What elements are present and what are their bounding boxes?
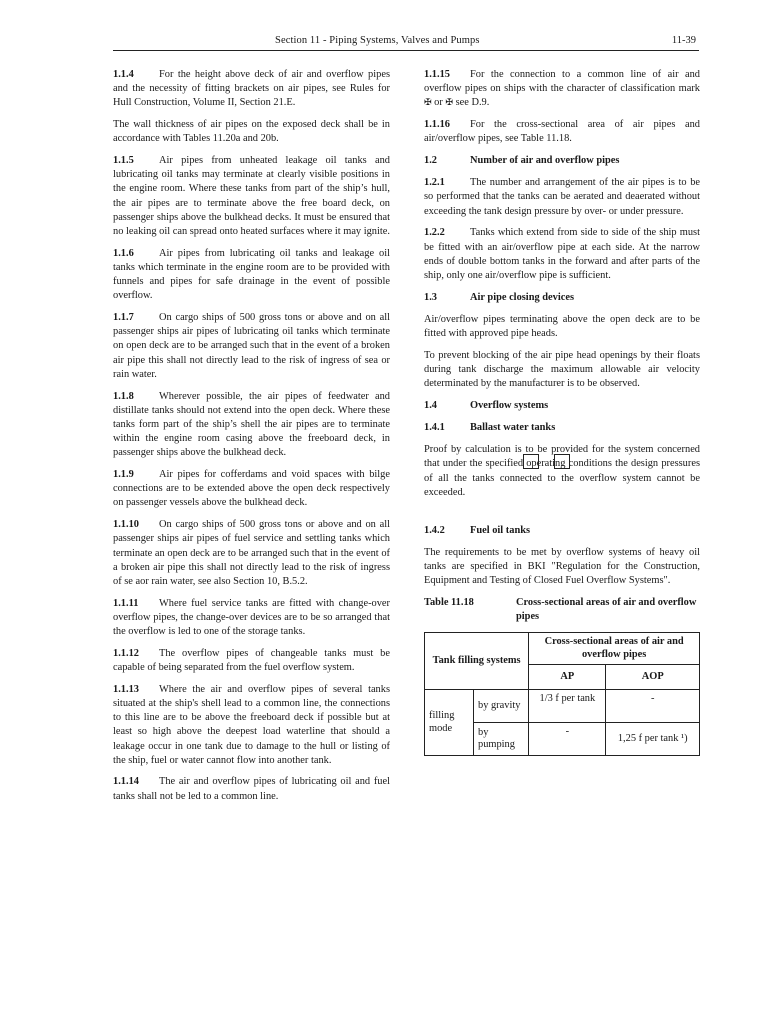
right-column xyxy=(424,68,700,756)
header-cross-sectional-area: Cross-sectional areas of air and overflow pipes xyxy=(529,633,700,665)
clause-number: 1.1.8 xyxy=(113,390,134,402)
cell-aop: - xyxy=(606,690,700,723)
header-ap: AP xyxy=(529,665,606,690)
heading-text: Fuel oil tanks xyxy=(470,524,531,536)
clause-text: Wherever possible, the air pipes of feedwater and distillate tanks should not extend into the open deck. Where these tanks form part of the ship’s shell the air pipes are to terminate within the engine room casing above the freeboard deck, in passenger ships above the bulkhead deck. xyxy=(113,390,390,459)
heading-1-3 xyxy=(424,291,700,305)
clause-number: 1.1.10 xyxy=(113,519,139,531)
heading-1-2 xyxy=(424,154,700,168)
heading-number: 1.3 xyxy=(424,291,437,303)
clause-text: Where fuel service tanks are fitted with change-over overflow pipes, the change-over devices are to be so arranged that the overflow is led to one of the storage tanks. xyxy=(113,597,390,638)
heading-number: 1.4.2 xyxy=(424,524,445,536)
clause-1-2-2 xyxy=(424,226,700,283)
clause-number: 1.1.15 xyxy=(424,69,450,80)
clause-number: 1.1.11 xyxy=(113,597,139,609)
heading-text: Number of air and overflow pipes xyxy=(470,155,620,167)
heading-number: 1.4.1 xyxy=(424,422,445,434)
table-caption xyxy=(424,596,700,624)
class-mark-icon: ✠ xyxy=(424,98,432,109)
clause-text: For the cross-sectional area of air pipes and air/overflow pipes, see Table 11.18. xyxy=(424,119,700,145)
clause-number: 1.2.2 xyxy=(424,227,445,239)
clause-1-1-7 xyxy=(113,311,390,382)
clause-text: For the connection to a common line of air and overflow pipes on ships with the character of classification mark xyxy=(424,69,700,95)
clause-number: 1.2.1 xyxy=(424,177,445,189)
heading-1-4-1 xyxy=(424,421,700,435)
heading-text: Ballast water tanks xyxy=(470,422,556,434)
clause-text: Air pipes from lubricating oil tanks and leakage oil tanks which terminate in the engine room are to be provided with funnels and pipes for safe drainage in the event of possible overflow. xyxy=(113,247,390,302)
clause-number: 1.1.9 xyxy=(113,469,134,481)
left-column xyxy=(113,68,390,811)
clause-1-1-11 xyxy=(113,597,390,640)
clause-text: The overflow pipes of changeable tanks must be capable of being separated from the fuel overflow system. xyxy=(113,647,390,674)
clause-1-1-8 xyxy=(113,390,390,461)
clause-1-1-15 xyxy=(424,68,700,111)
class-mark-icon: ✠ xyxy=(445,98,453,109)
clause-number: 1.1.6 xyxy=(113,247,134,259)
ballast-paragraph: Proof by calculation is to be provided for the system concerned that under the specified operating conditions the design pressures of all the tanks connected to the overflow system cannot be exceeded. xyxy=(424,444,700,498)
filling-mode-cell: filling mode xyxy=(425,690,474,756)
table-title: Cross-sectional areas of air and overflow pipes xyxy=(516,596,697,623)
table-row xyxy=(425,690,700,723)
clause-1-1-13 xyxy=(113,683,390,768)
clause-number: 1.1.14 xyxy=(113,776,139,788)
overlay-box xyxy=(523,454,539,469)
section-title: Section 11 - Piping Systems, Valves and Pumps xyxy=(275,35,480,46)
clause-1-1-14 xyxy=(113,775,390,803)
row-label: by pumping xyxy=(474,723,529,756)
fuel-oil-paragraph: The requirements to be met by overflow systems of heavy oil tanks are specified in BKI "Regulation for the Construction, Equipment and Testing of Closed Fuel Overflow Systems". xyxy=(424,546,700,587)
clause-number: 1.1.7 xyxy=(113,312,134,324)
table-number: Table 11.18 xyxy=(424,596,474,608)
row-label: by gravity xyxy=(474,690,529,723)
spacer xyxy=(424,508,700,524)
clause-number: 1.1.12 xyxy=(113,647,139,659)
cell-ap: 1/3 f per tank xyxy=(529,690,606,723)
clause-1-1-5 xyxy=(113,154,390,239)
closing-devices-paragraph: Air/overflow pipes terminating above the open deck are to be fitted with approved pipe heads. xyxy=(424,313,700,340)
clause-text: Where the air and overflow pipes of several tanks situated at the ship's shell lead to a common line, the connections to this line are to be above the freeboard deck if possible but at least so high above the deepest load waterline that should a leakage occur in one tank due to damage to the hull or listing of the ship, fuel or water cannot flow into another tank. xyxy=(113,683,390,766)
clause-1-1-12 xyxy=(113,647,390,675)
page-number: 11-39 xyxy=(671,35,696,46)
floats-paragraph: To prevent blocking of the air pipe head openings by their floats during tank discharge the maximum allowable air velocity determinated by the manufacturer is to be observed. xyxy=(424,349,700,390)
clause-number: 1.1.4 xyxy=(113,69,134,80)
heading-number: 1.4 xyxy=(424,399,437,411)
clause-1-1-16 xyxy=(424,118,700,146)
clause-text: The air and overflow pipes of lubricating oil and fuel tanks shall not be led to a common line. xyxy=(113,776,390,802)
clause-number: 1.1.16 xyxy=(424,119,450,131)
heading-number: 1.2 xyxy=(424,155,437,167)
clause-text-or: or xyxy=(434,97,443,109)
clause-text: Air pipes for cofferdams and void spaces with bilge connections are to be extended above the open deck respectively on passenger vessels above the bulkhead deck. xyxy=(113,469,390,509)
clause-1-1-9 xyxy=(113,468,390,511)
heading-text: Air pipe closing devices xyxy=(470,291,575,303)
cell-aop: 1,25 f per tank ¹) xyxy=(606,723,700,756)
clause-text: On cargo ships of 500 gross tons or above and on all passenger ships air pipes of lubricating oil tanks which terminate on open deck are to be arranged such that in the event of a broken air pipe this shall not directly lead to the risk of ingress of sea or rain water. xyxy=(113,312,390,380)
clause-number: 1.1.5 xyxy=(113,155,134,167)
heading-1-4-2 xyxy=(424,524,700,538)
header-tank-filling: Tank filling systems xyxy=(425,633,529,690)
heading-text: Overflow systems xyxy=(470,399,549,411)
overlay-box xyxy=(554,454,570,469)
clause-1-2-1 xyxy=(424,176,700,219)
clause-text: Air pipes from unheated leakage oil tanks and lubricating oil tanks may terminate at clearly visible positions in the engine room. Where these tanks from part of the ship’s hull, the air pipes are to terminate above the free board deck, on passenger ships above the bulkhead decks. It must be ensured that no leaking oil can spread onto heated surfaces where it may ignite. xyxy=(113,155,390,238)
clause-number: 1.1.13 xyxy=(113,683,139,695)
clause-text: For the height above deck of air and overflow pipes and the necessity of fitting brackets on air pipes, see Rules for Hull Construction, Volume II, Section 21.E. xyxy=(113,69,390,109)
running-header xyxy=(113,34,699,51)
clause-text: On cargo ships of 500 gross tons or above and on all passenger ships air pipes of fuel service and settling tanks which terminate an open deck are to be arranged such that in the event of a broken air pipe this shall not directly lead to the risk of ingress of se aor rain water, see also Section 10, B.5.2. xyxy=(113,519,390,587)
overlay-boxes xyxy=(521,454,573,470)
clause-1-1-10 xyxy=(113,518,390,589)
clause-text: The number and arrangement of the air pipes is to be so performed that the tanks can be aerated and deaerated without exceeding the tank design pressure by over- or under pressure. xyxy=(424,177,700,217)
wall-thickness-paragraph: The wall thickness of air pipes on the exposed deck shall be in accordance with Tables 11.20a and 20b. xyxy=(113,119,390,145)
clause-text: Tanks which extend from side to side of the ship must be fitted with an air/overflow pipe at each side. At the narrow ends of double bottom tanks in the forward and after parts of the ship, only one air/overflow pipe is sufficient. xyxy=(424,227,700,281)
air-overflow-table xyxy=(424,632,700,756)
clause-text-ref: see D.9. xyxy=(455,97,490,109)
clause-1-1-6 xyxy=(113,247,390,304)
clause-1-1-4 xyxy=(113,68,390,111)
cell-ap: - xyxy=(529,723,606,756)
heading-1-4 xyxy=(424,399,700,413)
header-aop: AOP xyxy=(606,665,700,690)
